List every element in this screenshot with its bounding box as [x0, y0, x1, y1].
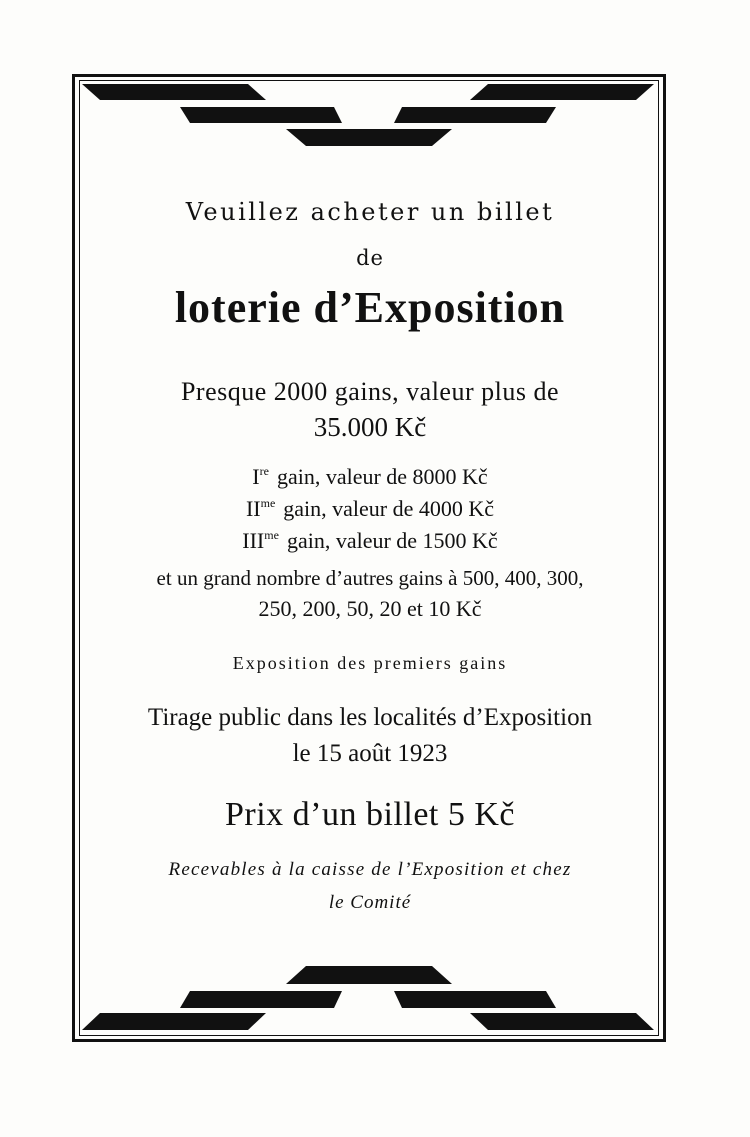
ornament-bar [470, 1013, 654, 1030]
gains-line: Presque 2000 gains, valeur plus de [180, 377, 560, 406]
prize-ordinal: I [252, 464, 260, 489]
gains-total: 35.000 Kč [313, 412, 427, 442]
public-draw-line: Tirage public dans les localités d’Exposition [147, 704, 593, 731]
prize-ordinal-suffix: re [259, 464, 269, 478]
prize-ordinal: II [245, 496, 261, 521]
ornament-bar [286, 129, 452, 146]
prize-row-third [90, 528, 650, 554]
top-ornament [0, 80, 750, 160]
prize-ordinal: III [242, 528, 265, 553]
prize-row-first [90, 464, 650, 490]
exhibition-of-prizes: Exposition des premiers gains [232, 653, 508, 673]
prize-ordinal-suffix: me [264, 528, 279, 542]
intro-line: Veuillez acheter un billet [185, 198, 555, 226]
ornament-bar [180, 991, 342, 1008]
prize-ordinal-suffix: me [260, 496, 276, 510]
intro-de: de [356, 246, 384, 270]
draw-date: le 15 août 1923 [292, 740, 448, 767]
prize-text: gain, valeur de 8000 Kč [276, 464, 488, 489]
ticket-price: Prix d’un billet 5 Kč [224, 796, 516, 833]
sales-points-line-2: le Comité [328, 892, 412, 913]
ornament-bar [394, 107, 556, 123]
ornament-bar [82, 84, 266, 100]
bottom-ornament [0, 960, 750, 1040]
poster-title: loterie d’Exposition [174, 283, 566, 332]
other-gains-line-1: et un grand nombre d’autres gains à 500, 400, 300, [156, 566, 584, 590]
prize-text: gain, valeur de 1500 Kč [286, 528, 498, 553]
prize-row-second [90, 496, 650, 522]
ornament-bar [82, 1013, 266, 1030]
prize-text: gain, valeur de 4000 Kč [283, 496, 495, 521]
ornament-bar [394, 991, 556, 1008]
ornament-bar [470, 84, 654, 100]
sales-points-line-1: Recevables à la caisse de l’Exposition et chez [168, 859, 572, 880]
other-gains-line-2: 250, 200, 50, 20 et 10 Kč [258, 596, 482, 621]
ornament-bar [180, 107, 342, 123]
ornament-bar [286, 966, 452, 984]
